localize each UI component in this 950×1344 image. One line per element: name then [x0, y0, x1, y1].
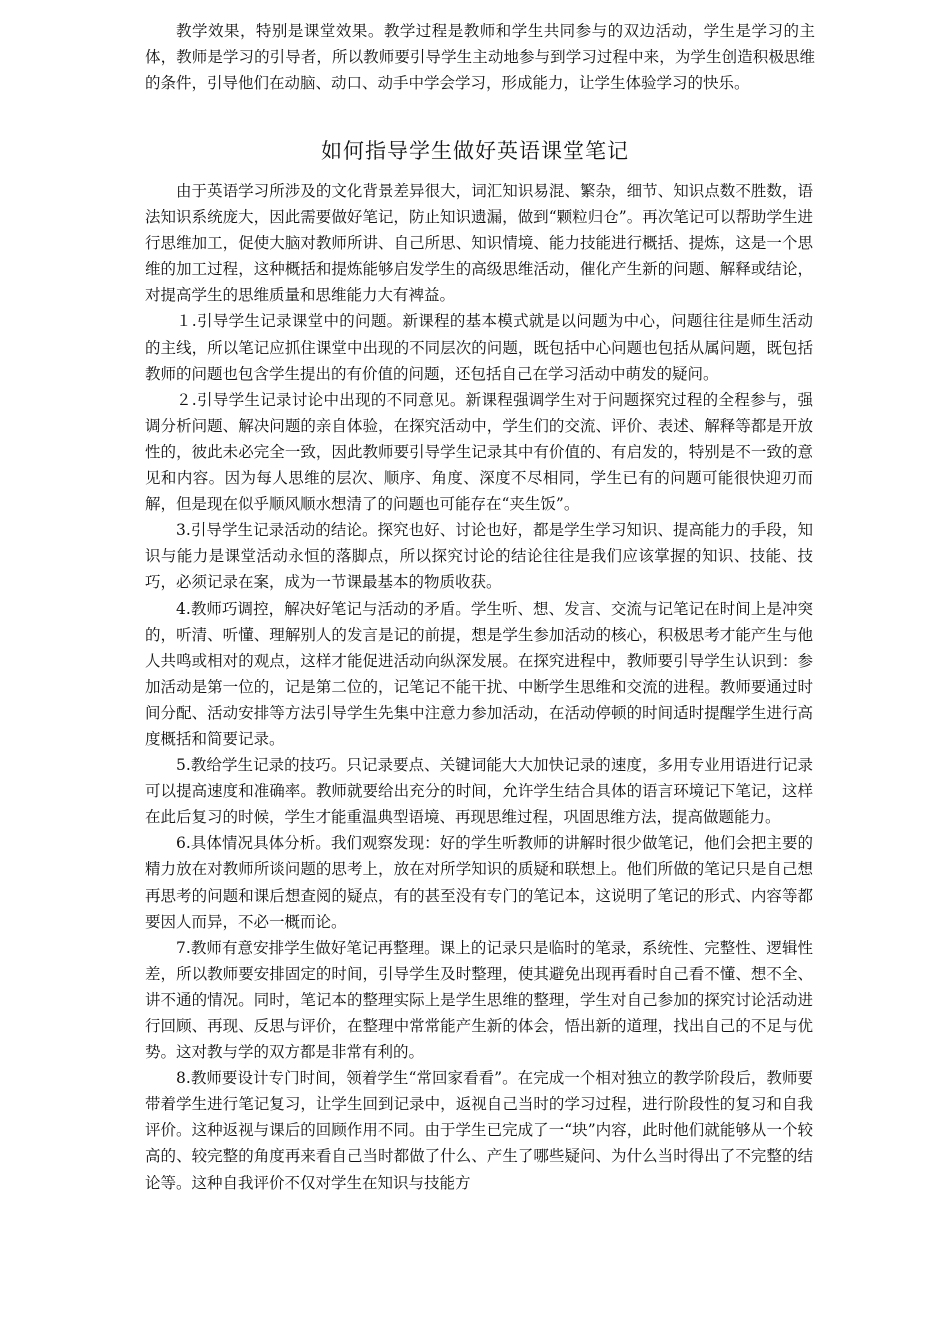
paragraph-point-8: 8.教师要设计专门时间，领着学生“常回家看看”。在完成一个相对独立的教学阶段后，教师要带着学生进行笔记复习，让学生回到记录中，返视自己当时的学习过程，进行阶段性的复习和自我评价。这种返视与课后的回顾作用不同。由于学生已完成了一“块”内容，此时他们就能够从一个较高的、较完整的角度再来看自己当时都做了什么、产生了哪些疑问、为什么当时得出了不完整的结论等。这种自我评价不仅对学生在知识与技能方 — [145, 1069, 813, 1192]
paragraph-point-5: 5.教给学生记录的技巧。只记录要点、关键词能大大加快记录的速度，多用专业用语进行记录可以提高速度和准确率。教师就要给出充分的时间，允许学生结合具体的语言环境记下笔记，这样在此后复习的时候，学生才能重温典型语境、再现思维过程，巩固思维方法，提高做题能力。 — [145, 756, 813, 827]
page-title: 如何指导学生做好英语课堂笔记 — [321, 139, 629, 163]
document-body — [145, 178, 813, 1196]
paragraph-point-6: 6.具体情况具体分析。我们观察发现：好的学生听教师的讲解时很少做笔记，他们会把主要的精力放在对教师所谈问题的思考上，放在对所学知识的质疑和联想上。他们所做的笔记只是自己想再思考的问题和课后想查阅的疑点，有的甚至没有专门的笔记本，这说明了笔记的形式、内容等都要因人而异，不必一概而论。 — [145, 834, 813, 931]
paragraph-point-7: 7.教师有意安排学生做好笔记再整理。课上的记录只是临时的笔录，系统性、完整性、逻辑性差，所以教师要安排固定的时间，引导学生及时整理，使其避免出现再看时自己看不懂、想不全、讲不通的情况。同时，笔记本的整理实际上是学生思维的整理，学生对自己参加的探究讨论活动进行回顾、再现、反思与评价，在整理中常常能产生新的体会，悟出新的道理，找出自己的不足与优势。这对教与学的双方都是非常有利的。 — [145, 938, 813, 1062]
paragraph-point-4: 4.教师巧调控，解决好笔记与活动的矛盾。学生听、想、发言、交流与记笔记在时间上是冲突的，听清、听懂、理解别人的发言是记的前提，想是学生参加活动的核心，积极思考才能产生与他人共鸣或相对的观点，这样才能促进活动向纵深发展。在探究进程中，教师要引导学生认识到：参加活动是第一位的，记是第二位的，记笔记不能干扰、中断学生思维和交流的进程。教师要通过时间分配、活动安排等方法引导学生先集中注意力参加活动，在活动停顿的时间适时提醒学生进行高度概括和简要记录。 — [145, 599, 813, 748]
paragraph-point-3: 3.引导学生记录活动的结论。探究也好、讨论也好，都是学生学习知识、提高能力的手段，知识与能力是课堂活动永恒的落脚点，所以探究讨论的结论往往是我们应该掌握的知识、技能、技巧，必须记录在案，成为一节课最基本的物质收获。 — [145, 521, 813, 592]
paragraph-intro-notes: 由于英语学习所涉及的文化背景差异很大，词汇知识易混、繁杂，细节、知识点数不胜数，语法知识系统庞大，因此需要做好笔记，防止知识遗漏，做到“颗粒归仓”。再次笔记可以帮助学生进行思维加工，促使大脑对教师所讲、自己所思、知识情境、能力技能进行概括、提炼，这是一个思维的加工过程，这种概括和提炼能够启发学生的高级思维活动，催化产生新的问题、解释或结论，对提高学生的思维质量和思维能力大有裨益。 — [145, 182, 813, 305]
paragraph-point-1: １.引导学生记录课堂中的问题。新课程的基本模式就是以问题为中心，问题往往是师生活动的主线，所以笔记应抓住课堂中出现的不同层次的问题，既包括中心问题也包括从属问题，既包括教师的问题也包含学生提出的有价值的问题，还包括自己在学习活动中萌发的疑问。 — [145, 312, 813, 383]
paragraph-point-2: ２.引导学生记录讨论中出现的不同意见。新课程强调学生对于问题探究过程的全程参与，强调分析问题、解决问题的亲自体验，在探究活动中，学生们的交流、评价、表述、解释等都是开放性的，彼此未必完全一致，因此教师要引导学生记录其中有价值的、有启发的，特别是不一致的意见和内容。因为每人思维的层次、顺序、角度、深度不尽相同，学生已有的问题可能很快迎刃而解，但是现在似乎顺风顺水想清了的问题也可能存在“夹生饭”。 — [145, 390, 813, 514]
intro-paragraph: 教学效果，特别是课堂效果。教学过程是教师和学生共同参与的双边活动，学生是学习的主体，教师是学习的引导者，所以教师要引导学生主动地参与到学习过程中来，为学生创造积极思维的条件，引导他们在动脑、动口、动手中学会学习，形成能力，让学生体验学习的快乐。 — [145, 22, 815, 92]
